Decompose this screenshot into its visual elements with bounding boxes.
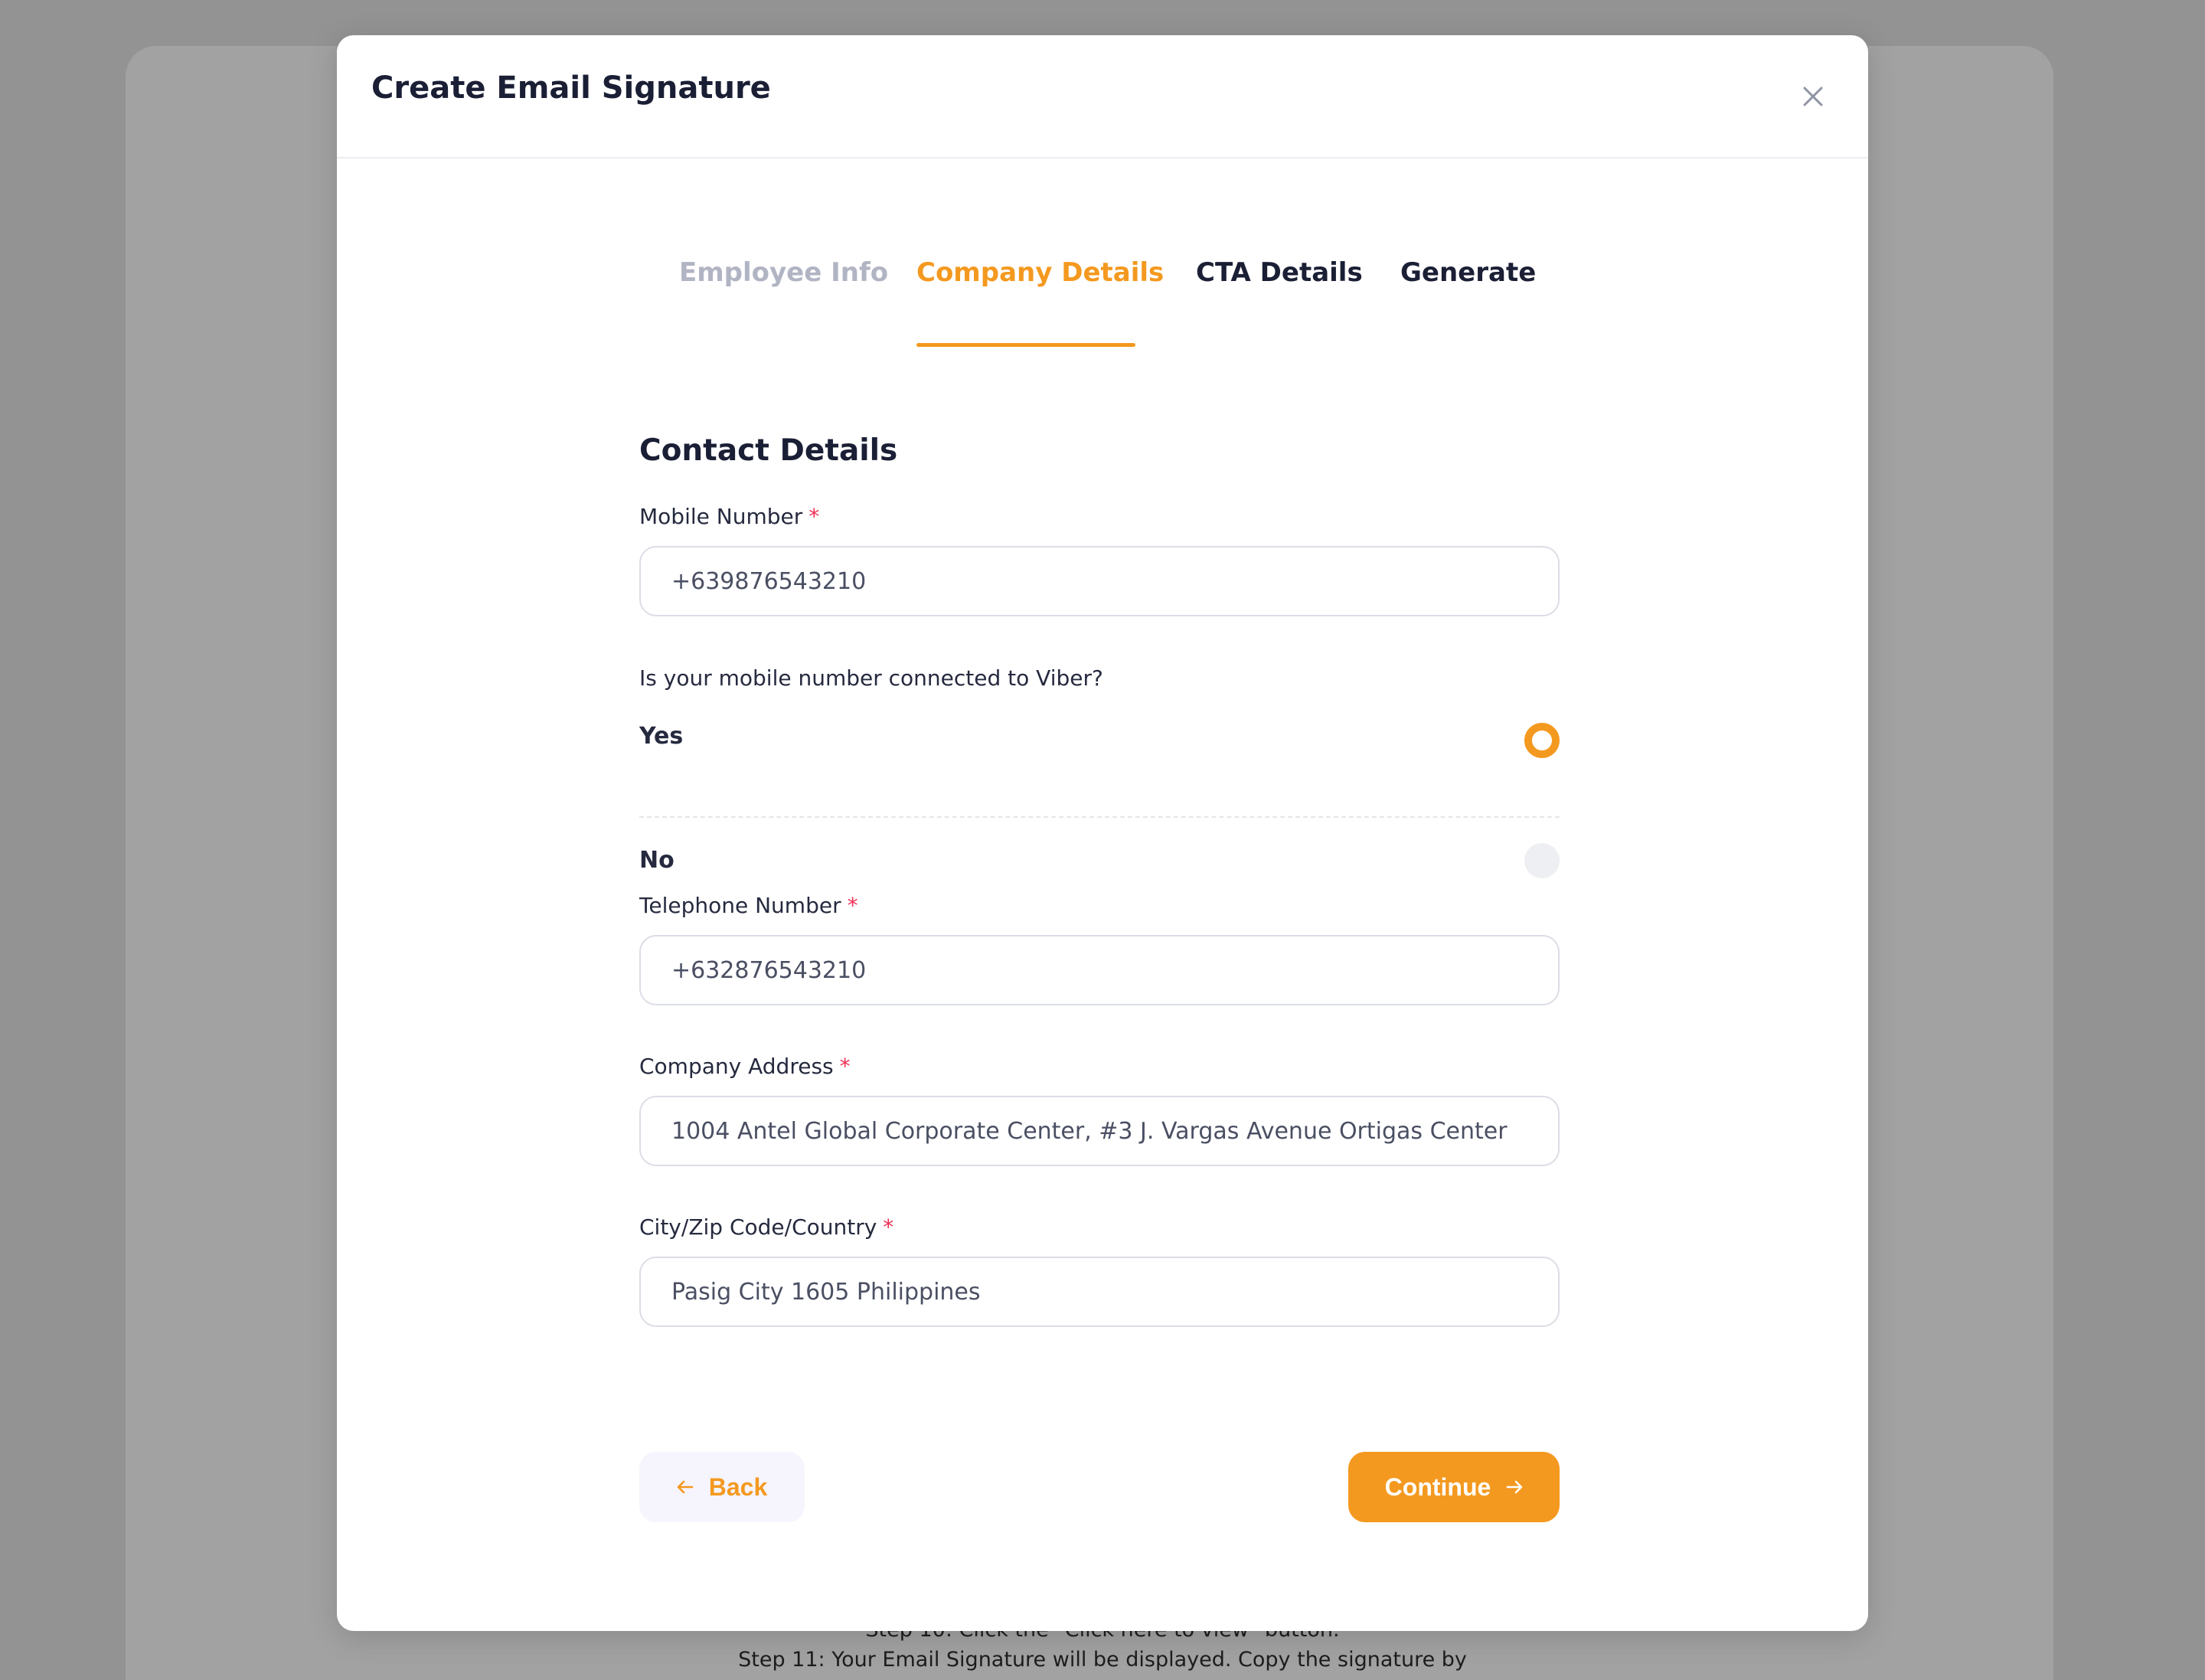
background-step-11: Step 11: Your Email Signature will be displayed. Copy the signature by (738, 1648, 1467, 1672)
required-mark: * (847, 893, 858, 918)
mobile-number-label (639, 504, 819, 529)
create-signature-modal (337, 35, 1868, 1631)
viber-option-yes[interactable] (639, 723, 1560, 809)
viber-question: Is your mobile number connected to Viber? (639, 665, 1103, 691)
viber-option-no[interactable] (639, 809, 1560, 894)
viber-option-no-label: No (639, 847, 675, 874)
company-address-input[interactable] (639, 1096, 1560, 1166)
tab-company-details[interactable]: Company Details (916, 257, 1165, 288)
radio-selected-icon[interactable] (1524, 723, 1560, 758)
active-tab-indicator (916, 343, 1135, 347)
company-address-label (639, 1054, 851, 1079)
telephone-number-input[interactable] (639, 935, 1560, 1005)
close-button[interactable] (1796, 80, 1830, 113)
back-button-label: Back (708, 1472, 768, 1501)
required-mark: * (808, 504, 820, 529)
continue-button[interactable] (1348, 1452, 1560, 1522)
mobile-number-label-text: Mobile Number (639, 504, 803, 529)
step-tabs (337, 257, 1868, 349)
city-zip-country-label-text: City/Zip Code/Country (639, 1214, 877, 1240)
viber-option-yes-label: Yes (639, 723, 684, 750)
telephone-number-label (639, 893, 858, 918)
required-mark: * (839, 1054, 851, 1079)
section-title: Contact Details (639, 433, 898, 468)
required-mark: * (883, 1214, 894, 1240)
tab-generate[interactable]: Generate (1400, 257, 1537, 288)
company-address-label-text: Company Address (639, 1054, 834, 1079)
arrow-left-icon (677, 1480, 694, 1494)
radio-unselected-icon[interactable] (1524, 843, 1560, 878)
modal-header (337, 35, 1868, 159)
telephone-number-label-text: Telephone Number (639, 893, 841, 918)
close-icon (1803, 87, 1823, 106)
arrow-right-icon (1506, 1480, 1523, 1494)
tab-employee-info[interactable]: Employee Info (679, 257, 889, 288)
continue-button-label: Continue (1384, 1472, 1491, 1501)
back-button[interactable] (639, 1452, 805, 1522)
city-zip-country-input[interactable] (639, 1257, 1560, 1327)
tab-cta-details[interactable]: CTA Details (1196, 257, 1363, 288)
mobile-number-input[interactable] (639, 546, 1560, 616)
city-zip-country-label (639, 1214, 893, 1240)
modal-title: Create Email Signature (371, 70, 771, 106)
